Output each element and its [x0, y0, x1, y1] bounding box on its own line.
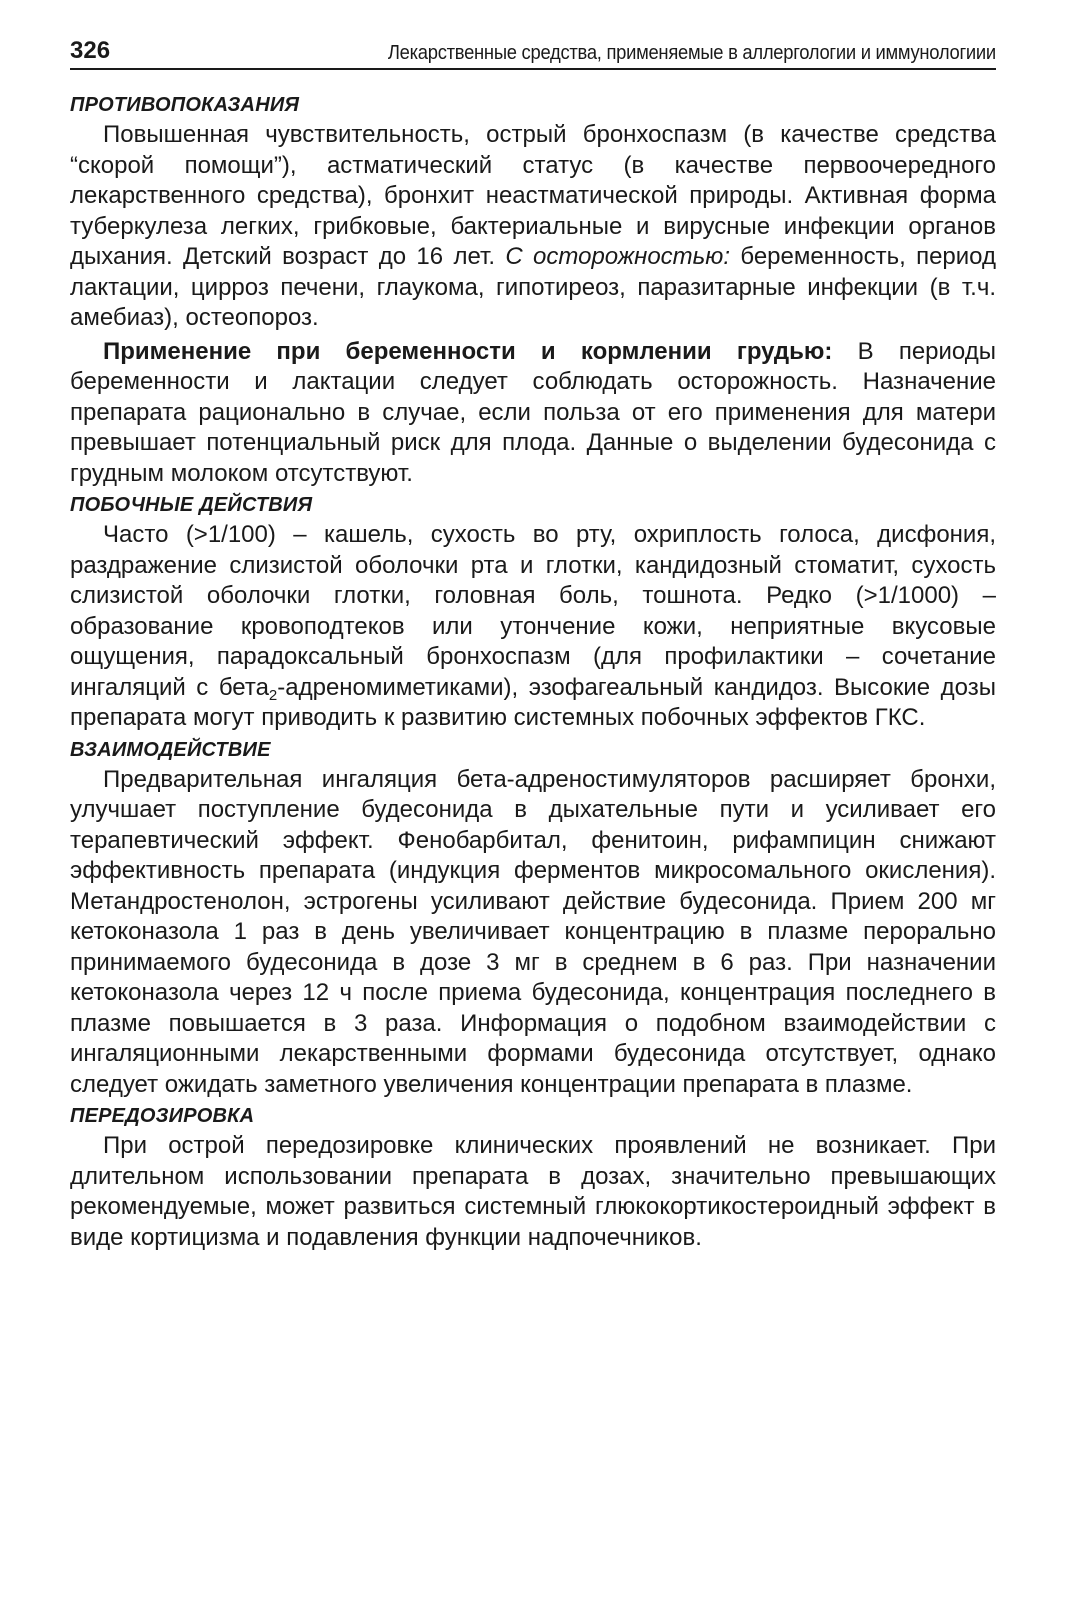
document-page: [70, 30, 996, 1253]
heading-contraindications: ПРОТИВОПОКАЗАНИЯ: [70, 94, 300, 116]
beta-subscript: 2: [268, 686, 278, 704]
heading-side-effects: ПОБОЧНЫЕ ДЕЙСТВИЯ: [70, 494, 313, 516]
page-number: 326: [70, 37, 111, 64]
pregnancy-label: Применение при беременности и кормлении грудью:: [103, 337, 833, 365]
running-head: [70, 30, 996, 70]
contraindications-text: Повышенная чувствительность, острый бронхоспазм (в качестве средства “скорой помощи”), астматический статус (в качестве первоочередного лекарственного средства), бронхит неастматической природы. Активная форма туберкулеза легких, грибковые, бактериальные и вирусные инфекции органов дыхания. Детский возраст до 16 лет.: [70, 121, 996, 270]
side-effects-paragraph: [70, 520, 996, 734]
caution-label: С осторожностью:: [505, 243, 731, 270]
heading-interaction: ВЗАИМОДЕЙСТВИЕ: [70, 738, 271, 761]
side-effects-text-1: Часто (>1/100) – кашель, сухость во рту, охриплость голоса, дисфония, раздражение слизистой оболочки рта и глотки, кандидозный стоматит, сухость слизистой оболочки глотки, головная боль, тошнота. Редко (>1/1000) – образование кровоподтеков или утончение кожи, неприятные вкусовые ощущения, парадоксальный бронхоспазм (для профилактики – сочетание ингаляций с бета: [70, 521, 996, 701]
pregnancy-text: В периоды беременности и лактации следует соблюдать осторожность. Назначение препарата рационально в случае, если польза от его применения для матери превышает потенциальный риск для плода. Данные о выделении будесонида с грудным молоком отсутствуют.: [70, 337, 997, 487]
overdose-paragraph: При острой передозировке клинических проявлений не возникает. При длительном использовании препарата в дозах, значительно превышающих рекомендуемые, может развиться системный глюкокортикостероидный эффект в виде кортицизма и подавления функции надпочечников.: [70, 1132, 996, 1251]
caution-text: беременность, период лактации, цирроз печени, глаукома, гипотиреоз, паразитарные инфекции (в т.ч. амебиаз), остеопороз.: [70, 243, 996, 331]
contraindications-paragraph: [70, 120, 996, 334]
pregnancy-paragraph: [70, 337, 996, 490]
interaction-paragraph: Предварительная ингаляция бета-адреностимуляторов расширяет бронхи, улучшает поступление будесонида в дыхательные пути и усиливает его терапевтический эффект. Фенобарбитал, фенитоин, рифампицин снижают эффективность препарата (индукция ферментов микросомального окисления). Метандростенолон, эстрогены усиливают действие будесонида. Прием 200 мг кетоконазола 1 раз в день увеличивает концентрацию в плазме перорально принимаемого будесонида в дозе 3 мг в среднем в 6 раз. При назначении кетоконазола через 12 ч после приема будесонида, концентрация последнего в плазме повышается в 3 раза. Информация о подобном взаимодействии с ингаляционными лекарственными формами будесонида отсутствует, однако следует ожидать заметного увеличения концентрации препарата в плазме.: [70, 765, 996, 1098]
heading-overdose: ПЕРЕДОЗИРОВКА: [70, 1105, 255, 1127]
page-content: [70, 94, 996, 1253]
running-title: Лекарственные средства, применяемые в аллергологии и иммунологиии: [387, 42, 996, 64]
side-effects-text-2: -адреномиметиками), эзофагеальный кандидоз. Высокие дозы препарата могут приводить к развитию системных побочных эффектов ГКС.: [70, 673, 996, 731]
